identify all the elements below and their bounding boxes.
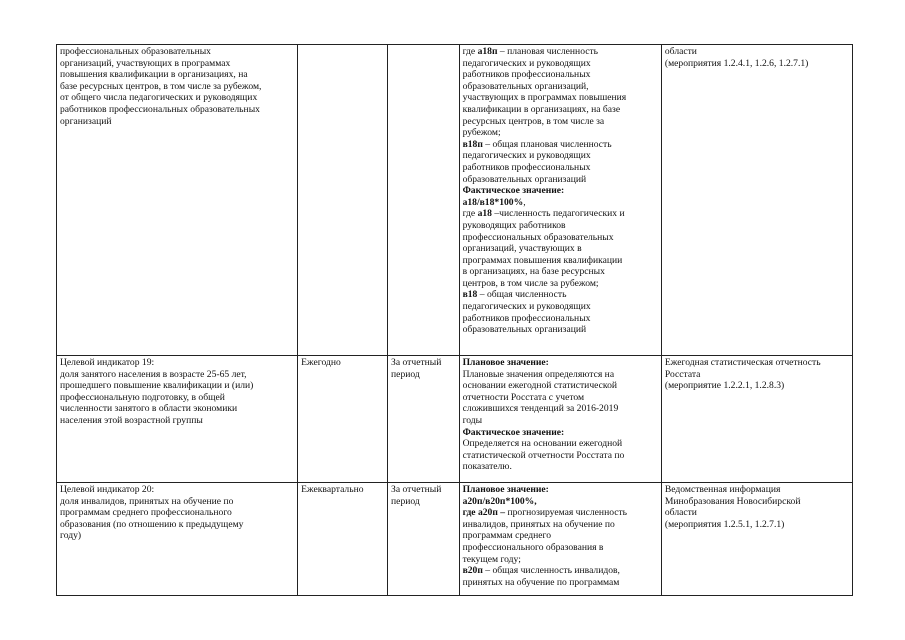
method-text: организаций, участвующих в — [462, 243, 582, 255]
method-text: – общая плановая численность — [482, 138, 612, 150]
method-line — [463, 243, 658, 255]
method-line — [463, 266, 658, 278]
method-line — [463, 450, 658, 462]
method-line — [463, 507, 658, 519]
method-line — [463, 162, 658, 174]
indicator-line: повышения квалификации в организациях, на — [60, 69, 248, 81]
indicators-table — [56, 44, 853, 596]
period-cell — [388, 356, 460, 483]
method-text: , — [523, 196, 526, 208]
periodicity-cell — [298, 356, 388, 483]
method-text: в организациях, на базе ресурсных — [462, 266, 605, 278]
source-cell — [661, 45, 852, 356]
method-line — [463, 380, 658, 392]
method-text: профессионального образования в — [462, 541, 604, 553]
method-line — [463, 174, 658, 186]
method-text: профессиональных образовательных — [462, 231, 614, 243]
method-text: работников профессиональных — [462, 69, 591, 81]
method-text: педагогических и руководящих — [462, 301, 591, 313]
indicator-line: от общего числа педагогических и руководящих — [60, 92, 258, 104]
method-line — [463, 232, 658, 244]
source-cell — [661, 483, 852, 596]
method-term: Плановое значение: — [462, 484, 549, 495]
method-cell — [459, 45, 661, 356]
source-line: области — [664, 46, 697, 57]
method-text: годы — [462, 414, 483, 426]
method-line — [463, 496, 658, 508]
source-line: (мероприятия 1.2.4.1, 1.2.6, 1.2.7.1) — [664, 57, 809, 69]
indicator-line: населения этой возрастной группы — [60, 414, 203, 426]
method-line — [463, 197, 658, 209]
indicator-line: образования (по отношению к предыдущему — [60, 518, 244, 530]
method-text: статистической отчетности Росстата по — [462, 449, 625, 461]
indicator-line: Целевой индикатор 19: — [60, 357, 155, 368]
method-term: Фактическое значение: — [462, 185, 565, 197]
method-text: квалификации в организациях, на базе — [462, 103, 621, 115]
periodicity-cell — [298, 45, 388, 356]
method-line — [463, 81, 658, 93]
method-text: участвующих в программах повышения — [462, 92, 627, 104]
method-line — [463, 565, 658, 577]
method-text: образовательных организаций, — [462, 80, 589, 92]
method-line — [463, 519, 658, 531]
method-text: –численность педагогических и — [491, 208, 625, 220]
indicator-cell — [57, 483, 298, 596]
period-line: период — [391, 495, 420, 507]
method-text: – общая численность инвалидов, — [482, 565, 620, 577]
method-line — [463, 255, 658, 267]
indicator-line: численности занятого в области экономики — [60, 403, 238, 415]
method-text: образовательных организаций — [462, 173, 587, 185]
method-line — [463, 185, 658, 197]
source-cell — [661, 356, 852, 483]
method-term: в18п — [462, 138, 483, 150]
method-text: образовательных организаций — [462, 324, 587, 336]
method-term: в18 — [462, 289, 478, 301]
method-line — [463, 69, 658, 81]
table-row — [57, 356, 853, 483]
method-line — [463, 324, 658, 336]
method-text: Плановые значения определяются на — [462, 368, 615, 380]
period-cell — [388, 45, 460, 356]
source-line: Минобразования Новосибирской — [664, 495, 801, 507]
method-line — [463, 58, 658, 70]
method-text: программам среднего — [462, 530, 552, 542]
method-line — [463, 369, 658, 381]
method-text: рубежом; — [462, 127, 501, 139]
method-cell — [459, 483, 661, 596]
indicator-line: организаций, участвующих в программах — [60, 57, 231, 69]
indicator-line: работников профессиональных образовательных — [60, 103, 260, 115]
indicator-line: доля занятого населения в возрасте 25-65 лет, — [60, 368, 247, 380]
method-text: педагогических и руководящих — [462, 150, 591, 162]
period-line: За отчетный — [391, 357, 442, 368]
source-line: (мероприятия 1.2.5.1, 1.2.7.1) — [664, 518, 785, 530]
method-term: Плановое значение: — [462, 357, 549, 368]
method-term: а18/в18*100% — [462, 196, 524, 208]
indicator-line: прошедшего повышение квалификации и (или) — [60, 380, 254, 392]
method-text: Определяется на основании ежегодной — [462, 438, 623, 450]
method-line — [463, 542, 658, 554]
method-line — [463, 438, 658, 450]
method-line — [463, 530, 658, 542]
period-line: За отчетный — [391, 484, 442, 495]
indicator-line: базе ресурсных центров, в том числе за рубежом, — [60, 80, 262, 92]
periodicity-cell — [298, 483, 388, 596]
period-cell — [388, 483, 460, 596]
method-line — [463, 427, 658, 439]
indicator-line: Целевой индикатор 20: — [60, 484, 155, 495]
method-line — [463, 278, 658, 290]
method-line — [463, 484, 658, 496]
indicator-line: программам среднего профессионального — [60, 507, 232, 519]
indicator-line: доля инвалидов, принятых на обучение по — [60, 495, 234, 507]
method-text: текущем году; — [462, 553, 521, 565]
source-line: Ведомственная информация — [664, 484, 781, 495]
indicator-cell — [57, 45, 298, 356]
method-text: руководящих работников — [462, 219, 566, 231]
method-term: a18п — [477, 46, 498, 57]
indicator-cell — [57, 356, 298, 483]
period-line: период — [391, 368, 420, 380]
method-line — [463, 46, 658, 58]
method-text: отчетности Росстата с учетом — [462, 391, 585, 403]
method-term: а20п/в20п*100%, — [462, 495, 537, 507]
method-term: а18 — [477, 208, 492, 220]
method-text: инвалидов, принятых на обучение по — [462, 518, 615, 530]
method-text: где — [462, 208, 478, 220]
method-text: принятых на обучение по программам — [462, 576, 620, 588]
method-line — [463, 554, 658, 566]
method-line — [463, 392, 658, 404]
method-term: Фактическое значение: — [462, 426, 565, 438]
method-line — [463, 116, 658, 128]
method-line — [463, 127, 658, 139]
source-line: области — [664, 507, 697, 519]
method-line — [463, 139, 658, 151]
method-text: – плановая численность — [497, 46, 599, 57]
periodicity-text: Ежеквартально — [301, 484, 364, 495]
method-line — [463, 357, 658, 369]
indicator-line: профессиональных образовательных — [60, 46, 211, 57]
method-line — [463, 301, 658, 313]
method-term: где а20п – — [462, 507, 506, 519]
method-text: работников профессиональных — [462, 161, 591, 173]
method-line — [463, 220, 658, 232]
method-text: где — [462, 46, 478, 57]
method-text: ресурсных центров, в том числе за — [462, 115, 605, 127]
method-line — [463, 208, 658, 220]
indicator-line: организаций — [60, 115, 112, 127]
method-line — [463, 577, 658, 589]
method-term: в20п — [462, 565, 483, 577]
table-row — [57, 45, 853, 356]
source-line: Росстата — [664, 368, 701, 380]
method-line — [463, 403, 658, 415]
method-line — [463, 92, 658, 104]
method-text: прогнозируемая численность — [505, 507, 628, 519]
method-text: показателю. — [462, 461, 512, 473]
method-line — [463, 150, 658, 162]
method-text: центров, в том числе за рубежом; — [462, 277, 599, 289]
method-text: сложившихся тенденций за 2016-2019 — [462, 403, 619, 415]
method-cell — [459, 356, 661, 483]
method-text: программах повышения квалификации — [462, 254, 623, 266]
method-text: педагогических и руководящих — [462, 57, 591, 69]
source-line: (мероприятие 1.2.2.1, 1.2.8.3) — [664, 380, 785, 392]
method-text: основании ежегодной статистической — [462, 380, 618, 392]
method-text: – общая численность — [477, 289, 567, 301]
table-row — [57, 483, 853, 596]
method-line — [463, 415, 658, 427]
method-line — [463, 104, 658, 116]
method-line — [463, 313, 658, 325]
method-text: работников профессиональных — [462, 312, 591, 324]
periodicity-text: Ежегодно — [301, 357, 341, 368]
indicator-line: профессиональную подготовку, в общей — [60, 391, 225, 403]
method-line — [463, 461, 658, 473]
source-line: Ежегодная статистическая отчетность — [664, 357, 821, 368]
indicator-line: году) — [60, 530, 82, 542]
method-line — [463, 289, 658, 301]
